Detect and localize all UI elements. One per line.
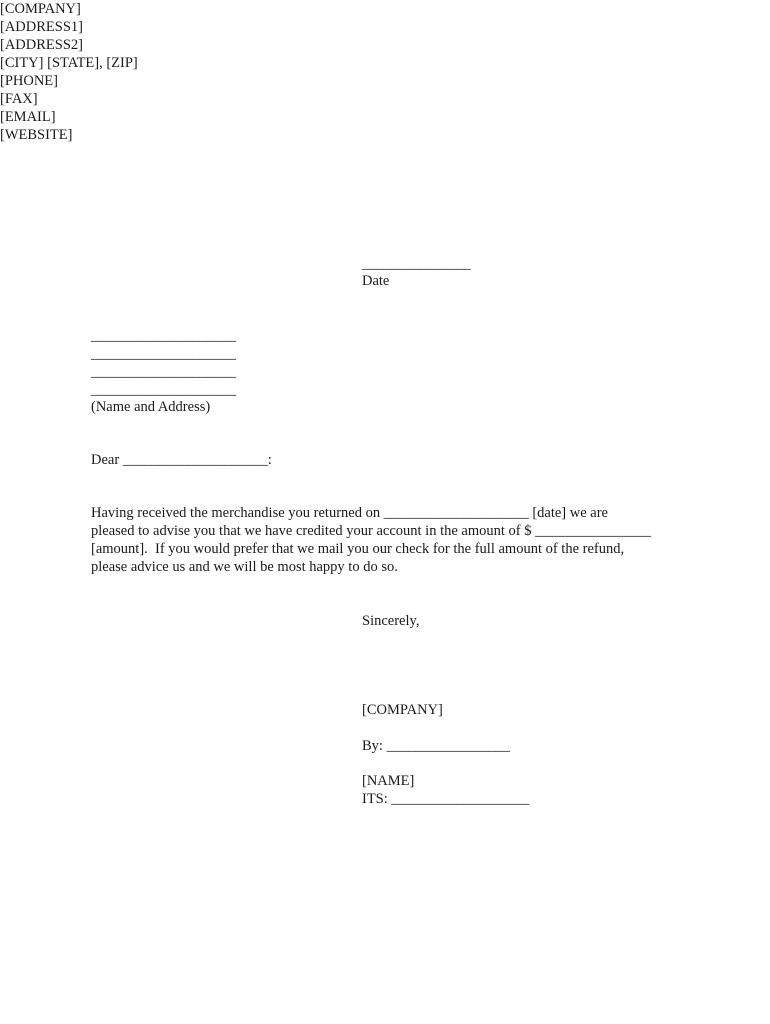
body-line-2: pleased to advise you that we have credited your account in the amount of $ ________________ bbox=[91, 523, 652, 539]
body-line-1: Having received the merchandise you returned on ____________________ [date] we are bbox=[91, 505, 608, 521]
date-label: Date bbox=[362, 273, 390, 289]
sender-website: [WEBSITE] bbox=[0, 127, 73, 143]
signature-its: ITS: ___________________ bbox=[362, 791, 530, 807]
body-line-4: please advice us and we will be most happy to do so. bbox=[91, 559, 398, 575]
sender-company: [COMPANY] bbox=[0, 1, 81, 17]
sender-email: [EMAIL] bbox=[0, 109, 56, 125]
signature-name: [NAME] bbox=[362, 773, 415, 789]
sender-address-block bbox=[0, 0, 770, 144]
recipient-blank-4: ____________________ bbox=[91, 382, 236, 398]
signature-company: [COMPANY] bbox=[362, 702, 443, 718]
sender-fax: [FAX] bbox=[0, 91, 38, 107]
salutation: Dear ____________________: bbox=[91, 452, 272, 468]
signature-by: By: _________________ bbox=[362, 738, 510, 754]
date-blank: _______________ bbox=[362, 256, 471, 272]
sender-address1: [ADDRESS1] bbox=[0, 19, 83, 35]
sender-phone: [PHONE] bbox=[0, 73, 58, 89]
sender-address2: [ADDRESS2] bbox=[0, 37, 83, 53]
recipient-blank-1: ____________________ bbox=[91, 328, 236, 344]
recipient-blank-3: ____________________ bbox=[91, 364, 236, 380]
body-line-3: [amount]. If you would prefer that we mail you our check for the full amount of the refund, bbox=[91, 541, 625, 557]
body-paragraph bbox=[91, 504, 691, 576]
recipient-label: (Name and Address) bbox=[91, 399, 211, 415]
closing: Sincerely, bbox=[362, 613, 420, 629]
recipient-blank-2: ____________________ bbox=[91, 346, 236, 362]
sender-city-state-zip: [CITY] [STATE], [ZIP] bbox=[0, 55, 138, 71]
